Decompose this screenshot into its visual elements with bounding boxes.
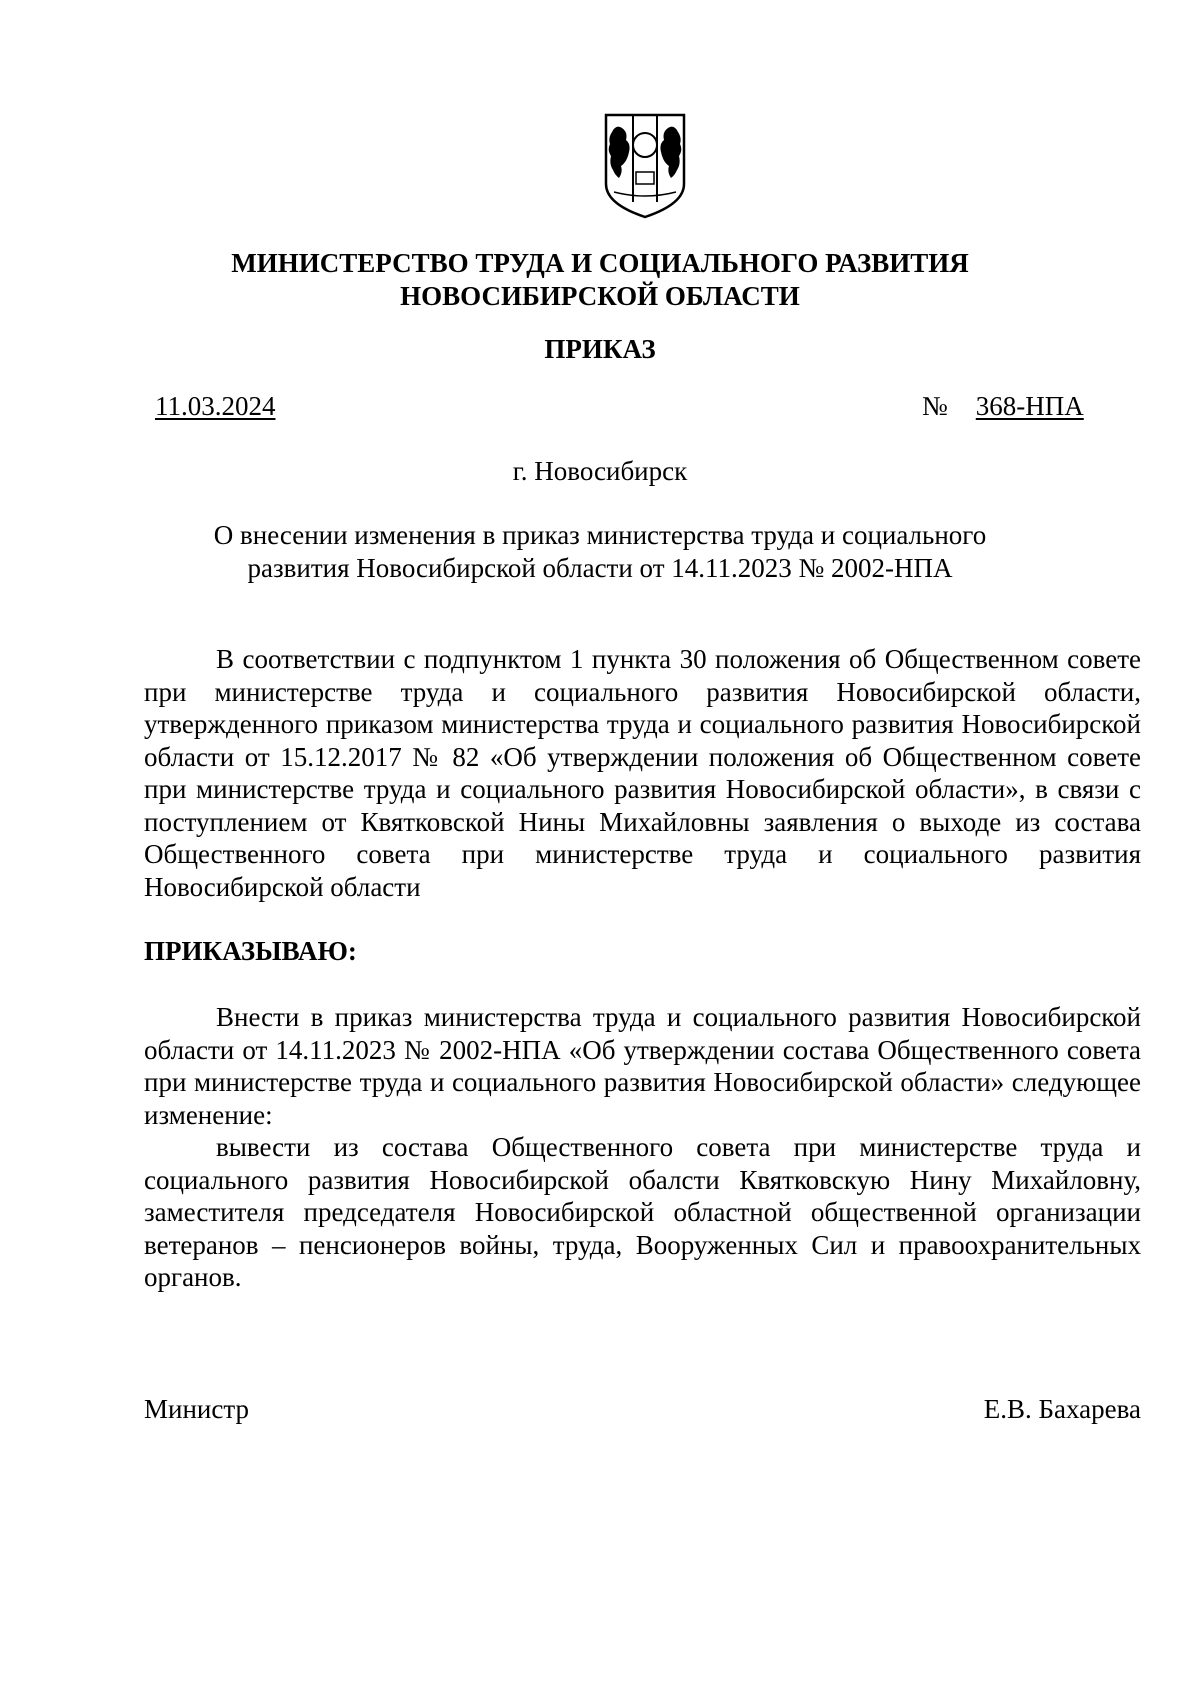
document-date: 11.03.2024 bbox=[155, 391, 276, 421]
city: г. Новосибирск bbox=[512, 456, 688, 486]
subject-line1: О внесении изменения в приказ министерства труда и социального bbox=[213, 520, 987, 550]
organization-name bbox=[0, 247, 1200, 313]
number-value: 368-НПА bbox=[975, 391, 1084, 421]
clause-paragraph-2: вывести из состава Общественного совета при министерстве труда и социального развития Новосибирской обалсти Квятковскую Нину Михайловну, заместителя председателя Новосибирской областной общественной организации ветеранов – пенсионеров войны, труда, Вооруженных Сил и правоохранительных органов. bbox=[144, 1132, 1141, 1292]
preamble-paragraph: В соответствии с подпунктом 1 пункта 30 положения об Общественном совете при министерстве труда и социального развития Новосибирской области, утвержденного приказом министерства труда и социального развития Новосибирской области от 15.12.2017 № 82 «Об утверждении положения об Общественном совете при министерстве труда и социального развития Новосибирской области», в связи с поступлением от Квятковской Нины Михайловны заявления о выходе из состава Общественного совета при министерстве труда и социального развития Новосибирской области bbox=[144, 644, 1141, 902]
clause-paragraph-1: Внести в приказ министерства труда и социального развития Новосибирской области от 14.11.2023 № 2002-НПА «Об утверждении состава Общественного совета при министерстве труда и социального развития Новосибирской области» следующее изменение: bbox=[144, 1002, 1141, 1130]
subject-line2: развития Новосибирской области от 14.11.2023 № 2002-НПА bbox=[247, 553, 953, 583]
organization-name-line1: МИНИСТЕРСТВО ТРУДА И СОЦИАЛЬНОГО РАЗВИТИЯ bbox=[231, 248, 969, 278]
document-number bbox=[922, 390, 1084, 423]
organization-name-line2: НОВОСИБИРСКОЙ ОБЛАСТИ bbox=[400, 281, 800, 311]
document-type: ПРИКАЗ bbox=[544, 334, 656, 364]
order-heading: ПРИКАЗЫВАЮ: bbox=[144, 936, 357, 966]
number-sign: № bbox=[922, 391, 948, 421]
signatory-title: Министр bbox=[144, 1394, 249, 1424]
document-subject bbox=[150, 519, 1050, 585]
signatory-name: Е.В. Бахарева bbox=[983, 1394, 1141, 1424]
coat-of-arms-icon bbox=[602, 112, 688, 220]
